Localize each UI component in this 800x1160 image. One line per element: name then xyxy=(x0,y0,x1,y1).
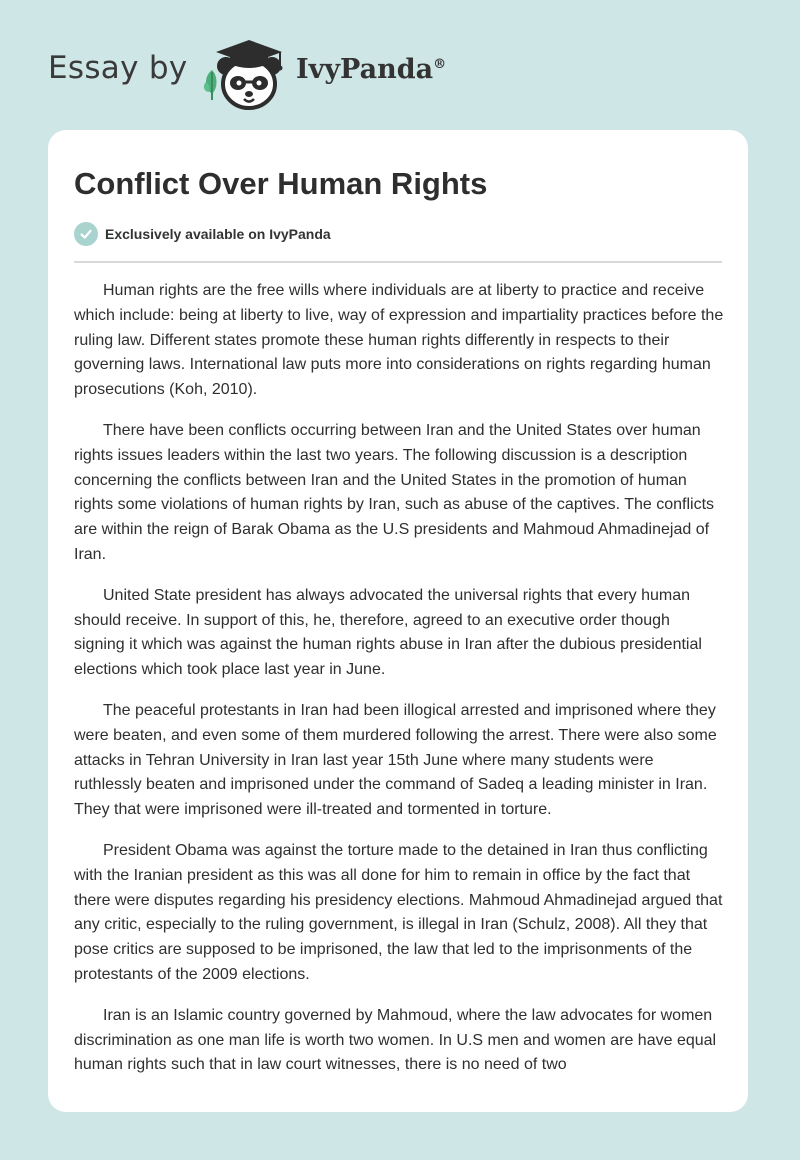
divider xyxy=(74,261,722,263)
essay-body xyxy=(74,279,724,1094)
essay-by-label: Essay by xyxy=(48,50,188,86)
page-title: Conflict Over Human Rights xyxy=(74,166,488,201)
paragraph: Human rights are the free wills where individuals are at liberty to practice and receive which include: being at liberty to live, way of expression and impartiality practices before the ruling law. Different states promote these human rights differently in respects to their governing laws. International law puts more into considerations on rights regarding human prosecutions (Koh, 2010). xyxy=(74,282,724,399)
registered-mark: ® xyxy=(433,57,447,72)
paragraph: Iran is an Islamic country governed by Mahmoud, where the law advocates for women discrimination as one man life is worth two women. In U.S men and women are have equal human rights such that in law court witnesses, there is no need of two xyxy=(74,1006,717,1074)
paragraph: United State president has always advocated the universal rights that every human should receive. In support of this, he, therefore, agreed to an executive order though signing it which was against the human rights abuse in Iran after the dubious presidential elections which took place last year in June. xyxy=(74,586,702,679)
badge-text: Exclusively available on IvyPanda xyxy=(105,226,331,242)
site-header xyxy=(0,0,800,120)
paragraph: There have been conflicts occurring between Iran and the United States over human rights issues leaders within the last two years. The following discussion is a description concerning the conflicts between Iran and the United States in the promotion of human rights some violations of human rights by Iran, such as abuse of the captives. The conflicts are within the reign of Barak Obama as the U.S presidents and Mahmoud Ahmadinejad of Iran. xyxy=(74,421,715,563)
panda-graduate-icon[interactable] xyxy=(200,32,290,112)
brand-name[interactable]: IvyPanda® xyxy=(296,54,447,85)
exclusive-badge xyxy=(74,222,331,246)
check-icon xyxy=(74,222,98,246)
paragraph: The peaceful protestants in Iran had been illogical arrested and imprisoned where they were beaten, and even some of them murdered following the arrest. There were also some attacks in Tehran University in Iran last year 15th June where many students were ruthlessly beaten and imprisoned under the command of Sadeq a leading minister in Iran. They that were imprisoned were ill-treated and tormented in torture. xyxy=(74,701,717,819)
essay-card xyxy=(48,130,748,1112)
paragraph: President Obama was against the torture made to the detained in Iran thus conflicting with the Iranian president as this was all done for him to remain in office by the fact that there were disputes regarding his presidency elections. Mahmoud Ahmadinejad argued that any critic, especially to the ruling government, is illegal in Iran (Schulz, 2008). All they that pose critics are supposed to be imprisoned, the law that led to the imprisonments of the protestants of the 2009 elections. xyxy=(74,841,723,983)
